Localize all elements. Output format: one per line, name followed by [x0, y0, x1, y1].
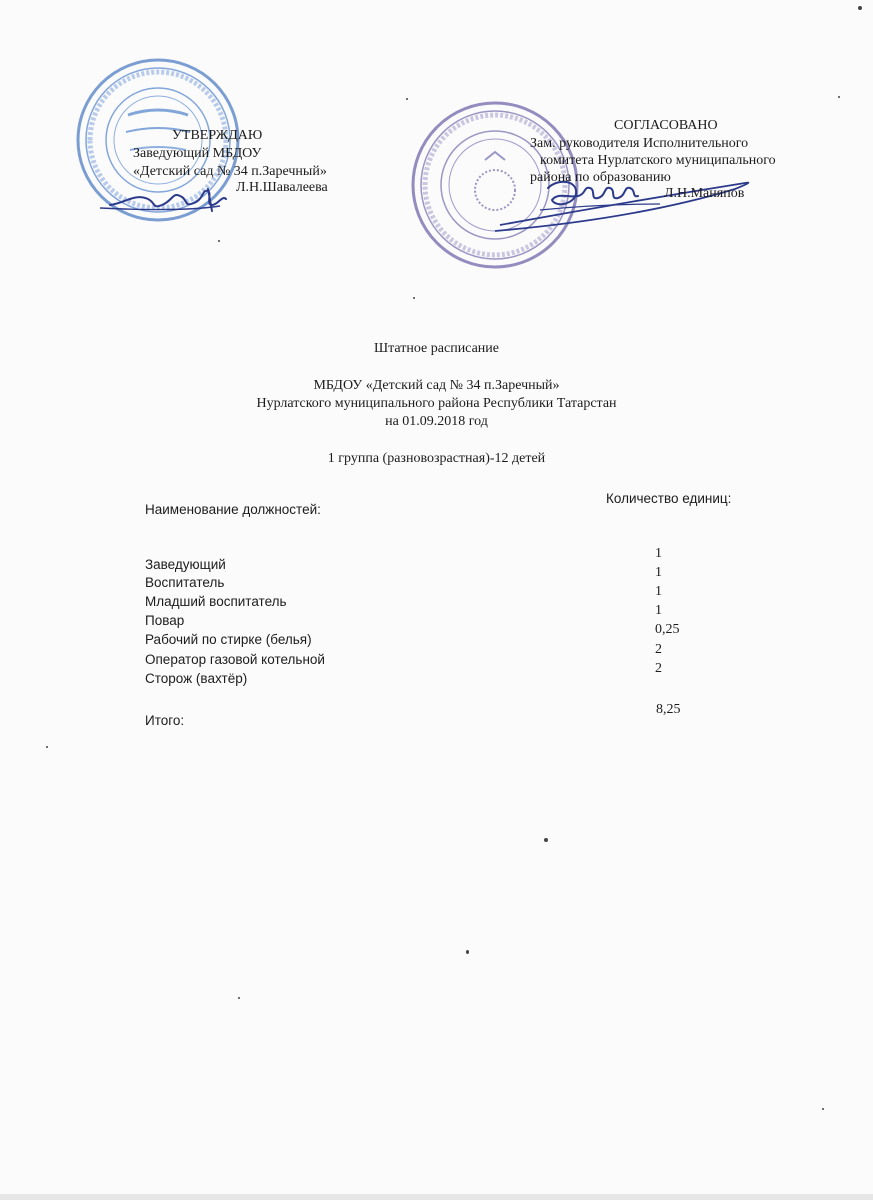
- scan-speck: [544, 838, 548, 842]
- total-label: Итого:: [145, 713, 185, 728]
- date-line: на 01.09.2018 год: [385, 414, 488, 429]
- staff-position: Сторож (вахтёр): [145, 671, 248, 686]
- scan-speck: [238, 997, 240, 999]
- scan-speck: [46, 746, 48, 748]
- scan-speck: [413, 297, 415, 299]
- scan-speck: [838, 96, 840, 98]
- agree-heading: СОГЛАСОВАНО: [614, 118, 718, 133]
- scan-edge: [0, 1194, 873, 1200]
- document-title: Штатное расписание: [374, 341, 499, 356]
- approve-heading: УТВЕРЖДАЮ: [172, 128, 263, 143]
- staff-position: Повар: [145, 613, 185, 628]
- organization-line-1: МБДОУ «Детский сад № 34 п.Заречный»: [313, 378, 560, 393]
- scan-speck: [218, 240, 220, 242]
- scan-speck: [822, 1108, 824, 1110]
- staff-count: 2: [655, 661, 662, 676]
- scan-speck: [858, 6, 862, 10]
- staff-count: 2: [655, 642, 662, 657]
- approve-line-2: «Детский сад № 34 п.Заречный»: [133, 164, 327, 179]
- total-value: 8,25: [656, 702, 681, 717]
- staff-count: 1: [655, 565, 662, 580]
- agree-line-2: комитета Нурлатского муниципального: [540, 153, 776, 168]
- scan-speck: [466, 950, 469, 954]
- group-line: 1 группа (разновозрастная)-12 детей: [327, 451, 546, 466]
- column-header-position: Наименование должностей:: [145, 502, 321, 517]
- staff-position: Заведующий: [145, 557, 226, 572]
- staff-count: 1: [655, 546, 662, 561]
- agree-signatory: Л.Н.Маняпов: [664, 186, 745, 201]
- staff-position: Воспитатель: [145, 575, 225, 590]
- agree-line-1: Зам. руководителя Исполнительного: [530, 136, 749, 151]
- staff-position: Рабочий по стирке (белья): [145, 632, 312, 647]
- staff-count: 1: [655, 603, 662, 618]
- staff-position: Оператор газовой котельной: [145, 652, 325, 667]
- organization-line-2: Нурлатского муниципального района Республики Татарстан: [256, 396, 617, 411]
- staff-count: 0,25: [655, 622, 680, 637]
- scan-speck: [406, 98, 408, 100]
- staff-position: Младший воспитатель: [145, 594, 287, 609]
- approve-signatory: Л.Н.Шавалеева: [236, 180, 328, 195]
- column-header-count: Количество единиц:: [606, 491, 732, 506]
- agree-line-3: района по образованию: [530, 170, 671, 185]
- staff-count: 1: [655, 584, 662, 599]
- approve-line-1: Заведующий МБДОУ: [133, 146, 262, 161]
